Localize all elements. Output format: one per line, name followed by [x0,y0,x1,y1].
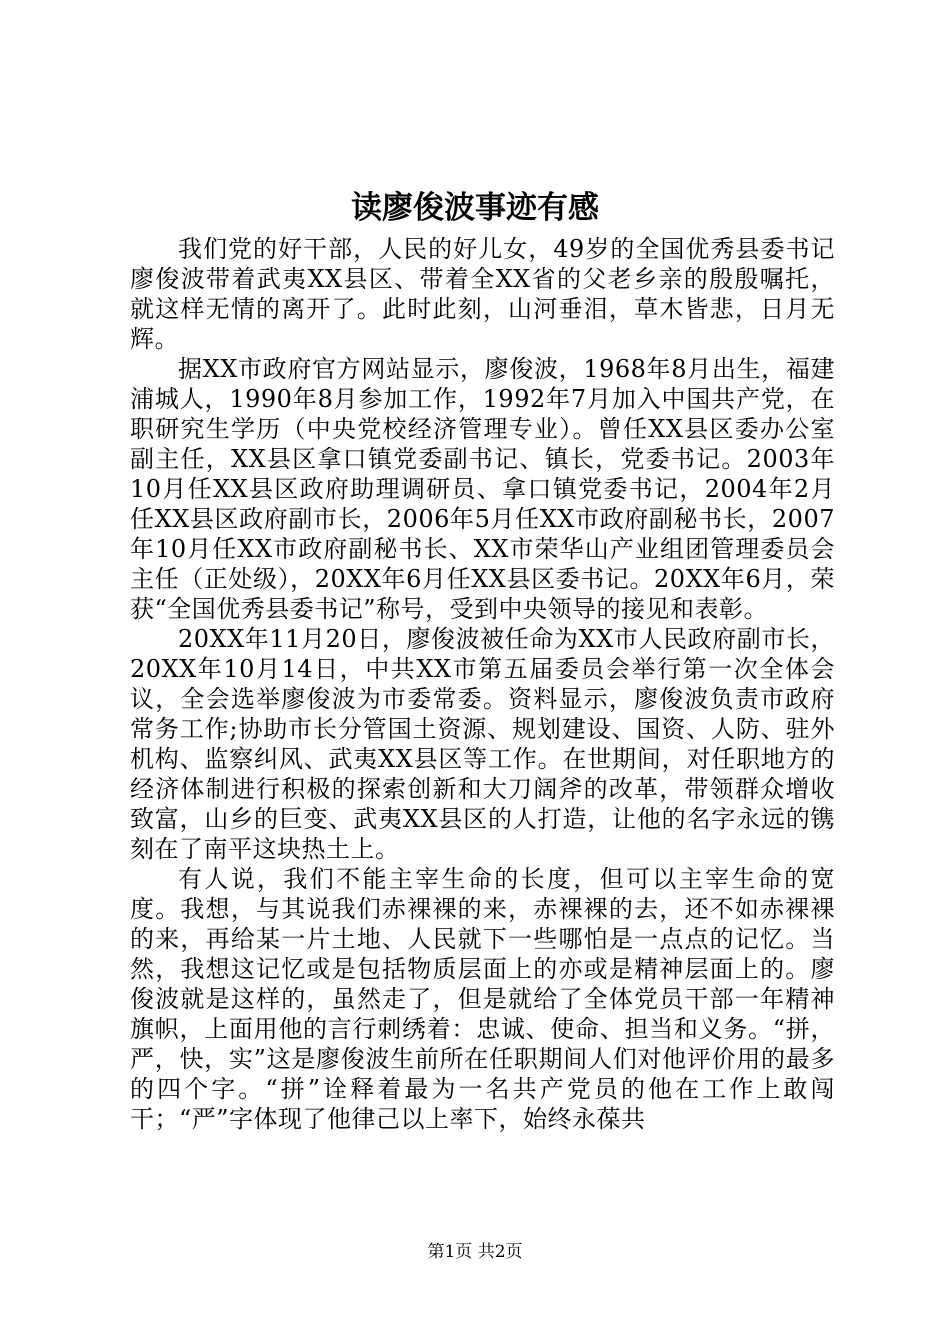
paragraph-2: 据XX市政府官方网站显示，廖俊波，1968年8月出生，福建浦城人，1990年8月参加工作，1992年7月加入中国共产党，在职研究生学历（中央党校经济管理专业）。曾任XX县区委办公室副主任，XX县区拿口镇党委副书记、镇长，党委书记。2003年10月任XX县区政府助理调研员、拿口镇党委书记，2004年2月任XX县区政府副市长，2006年5月任XX市政府副秘书长，2007年10月任XX市政府副秘书长、XX市荣华山产业组团管理委员会主任（正处级），20XX年6月任XX县区委书记。20XX年6月，荣获“全国优秀县委书记”称号，受到中央领导的接见和表彰。 [130,355,835,623]
document-body [130,234,835,1134]
page-title: 读廖俊波事迹有感 [351,190,599,226]
page-footer: 第1页 共2页 [427,1242,523,1262]
paragraph-3: 20XX年11月20日，廖俊波被任命为XX市人民政府副市长，20XX年10月14日，中共XX市第五届委员会举行第一次全体会议，全会选举廖俊波为市委常委。资料显示，廖俊波负责市政府常务工作;协助市长分管国土资源、规划建设、国资、人防、驻外机构、监察纠风、武夷XX县区等工作。在世期间，对任职地方的经济体制进行积极的探索创新和大刀阔斧的改革，带领群众增收致富，山乡的巨变、武夷XX县区的人打造，让他的名字永远的镌刻在了南平这块热土上。 [130,625,835,863]
paragraph-4: 有人说，我们不能主宰生命的长度，但可以主宰生命的宽度。我想，与其说我们赤裸裸的来，赤裸裸的去，还不如赤裸裸的来，再给某一片土地、人民就下一些哪怕是一点点的记忆。当然，我想这记忆或是包括物质层面上的亦或是精神层面上的。廖俊波就是这样的，虽然走了，但是就给了全体党员干部一年精神旗帜，上面用他的言行刺绣着：忠诚、使命、担当和义务。“拼，严，快，实”这是廖俊波生前所在任职期间人们对他评价用的最多的四个字。“拼”诠释着最为一名共产党员的他在工作上敢闯干；“严”字体现了他律己以上率下，始终永葆共 [130,865,835,1133]
paragraph-1: 我们党的好干部，人民的好儿女，49岁的全国优秀县委书记廖俊波带着武夷XX县区、带着全XX省的父老乡亲的殷殷嘱托，就这样无情的离开了。此时此刻，山河垂泪，草木皆悲，日月无辉。 [130,235,835,353]
